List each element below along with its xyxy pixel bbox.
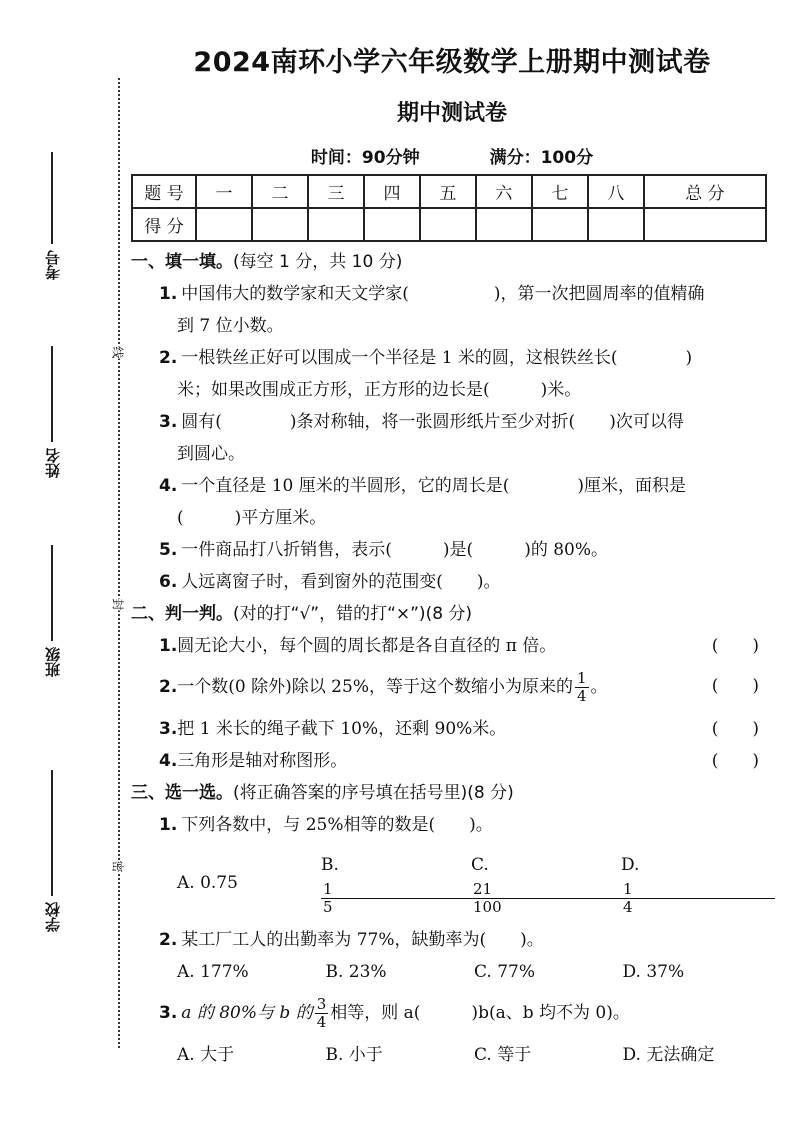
question-number: 3. (159, 1003, 178, 1023)
full-score: 满分：100分 (489, 148, 594, 168)
score-blank[interactable] (364, 208, 420, 241)
question-number: 6. (159, 572, 178, 592)
section-title: 三、选一选。 (131, 783, 233, 803)
score-cell: 总 分 (644, 175, 766, 208)
mark-close: 密 (108, 860, 129, 872)
score-cell: 五 (420, 175, 476, 208)
fraction-denominator: 4 (623, 898, 633, 916)
score-blank[interactable] (308, 208, 364, 241)
option-d[interactable] (621, 849, 771, 916)
question (131, 809, 771, 841)
option-letter: B. (321, 855, 339, 875)
score-blank[interactable] (252, 208, 308, 241)
question-text: 一个直径是 10 厘米的半圆形，它的周长是( )厘米，面积是 (181, 476, 686, 496)
question-text-end: 相等，则 a( )b(a、b 均不为 0)。 (330, 1003, 630, 1023)
score-cell: 二 (252, 175, 308, 208)
exam-no-line (51, 152, 53, 244)
mark-line: 线 (108, 346, 129, 358)
question (131, 406, 771, 438)
score-row-label: 得 分 (132, 208, 196, 241)
fraction (623, 881, 773, 916)
judge-question (131, 670, 771, 705)
question-text-end: 。 (590, 677, 608, 697)
question-text: 把 1 米长的绳子截下 10%，还剩 90%米。 (177, 719, 507, 739)
question-continuation: 到 7 位小数。 (177, 316, 284, 336)
score-table-score-row (132, 208, 766, 241)
option-b[interactable]: B. 小于 (325, 1045, 383, 1065)
exam-no-field (22, 152, 82, 280)
class-line (51, 545, 53, 641)
fraction-denominator: 100 (473, 898, 502, 916)
question (131, 342, 771, 374)
score-blank[interactable] (532, 208, 588, 241)
question-number: 3. (159, 719, 178, 739)
score-cell: 题 号 (132, 175, 196, 208)
fraction-numerator: 3 (316, 995, 327, 1013)
question-text: 人远离窗子时，看到窗外的范围变( )。 (181, 572, 501, 592)
score-blank[interactable] (476, 208, 532, 241)
section-3-heading (131, 777, 771, 809)
question-number: 1. (159, 815, 178, 835)
binding-dotted-line (118, 78, 120, 1048)
name-label: 姓名 (43, 448, 62, 478)
option-c[interactable]: C. 等于 (474, 1045, 532, 1065)
question-text: 某工厂工人的出勤率为 77%，缺勤率为( )。 (181, 930, 544, 950)
fraction-numerator: 1 (576, 669, 587, 687)
question-number: 4. (159, 751, 178, 771)
question-text: 三角形是轴对称图形。 (177, 751, 348, 771)
question-continuation: 米；如果改围成正方形，正方形的边长是( )米。 (177, 380, 582, 400)
question-continuation: 到圆心。 (177, 444, 245, 464)
score-cell: 三 (308, 175, 364, 208)
option-d[interactable]: D. 37% (622, 962, 685, 982)
option-c[interactable] (471, 849, 621, 916)
option-b[interactable] (321, 849, 471, 916)
time-limit: 时间：90分钟 (310, 148, 420, 168)
school-label: 学校 (43, 902, 62, 932)
fraction-numerator: 1 (621, 881, 775, 899)
question-text: 圆无论大小，每个圆的周长都是各自直径的 π 倍。 (177, 636, 557, 656)
question-text: 一个数(0 除外)除以 25%，等于这个数缩小为原来的 (177, 677, 573, 697)
options-row (131, 849, 771, 916)
score-cell: 六 (476, 175, 532, 208)
question-number: 2. (159, 677, 178, 697)
page-subtitle: 期中测试卷 (396, 101, 507, 126)
judge-question (131, 745, 771, 777)
answer-parens[interactable]: ( ) (711, 751, 759, 771)
exam-no-label: 考号 (43, 250, 62, 280)
exam-content (131, 246, 771, 1071)
fraction (575, 670, 589, 705)
option-a[interactable]: A. 大于 (177, 1045, 235, 1065)
options-row (131, 1039, 771, 1071)
page-title: 2024南环小学六年级数学上册期中测试卷 (193, 47, 711, 78)
option-c[interactable]: C. 77% (474, 962, 535, 982)
question-text: 一件商品打八折销售，表示( )是( )的 80%。 (181, 540, 609, 560)
section-note: (将正确答案的序号填在括号里)(8 分) (233, 783, 514, 803)
name-field (22, 346, 82, 478)
class-label: 班级 (43, 647, 62, 677)
fraction-denominator: 4 (316, 1013, 327, 1031)
question-text: 一根铁丝正好可以围成一个半径是 1 米的圆，这根铁丝长( ) (181, 348, 693, 368)
question-text: a 的 80%与 b 的 (181, 1003, 313, 1023)
score-cell: 一 (196, 175, 252, 208)
fraction-denominator: 5 (323, 898, 333, 916)
score-table-header-row (132, 175, 766, 208)
question (131, 278, 771, 310)
option-a[interactable]: A. 177% (177, 962, 249, 982)
section-2-heading (131, 598, 771, 630)
section-title: 二、判一判。 (131, 604, 233, 624)
score-table (131, 174, 767, 242)
question-continuation: ( )平方厘米。 (177, 508, 327, 528)
score-cell: 四 (364, 175, 420, 208)
question (131, 566, 771, 598)
answer-parens[interactable]: ( ) (711, 719, 759, 739)
fraction (323, 881, 473, 916)
question (131, 534, 771, 566)
question (131, 924, 771, 956)
answer-parens[interactable]: ( ) (711, 676, 759, 696)
exam-meta (140, 143, 764, 168)
judge-question (131, 713, 771, 745)
options-row (131, 956, 771, 988)
section-title: 一、填一填。 (131, 252, 233, 272)
mark-seal: 封 (108, 598, 129, 610)
school-field (22, 770, 82, 932)
section-note: (对的打“√”，错的打“×”)(8 分) (233, 604, 473, 624)
question-number: 2. (159, 930, 178, 950)
question-number: 2. (159, 348, 178, 368)
section-1-heading (131, 246, 771, 278)
question-number: 5. (159, 540, 178, 560)
question-text: 中国伟大的数学家和天文学家( )，第一次把圆周率的值精确 (181, 284, 705, 304)
question (131, 470, 771, 502)
fraction-numerator: 1 (321, 881, 475, 899)
score-blank[interactable] (196, 208, 252, 241)
fraction-numerator: 21 (471, 881, 625, 899)
score-cell: 八 (588, 175, 644, 208)
judge-question (131, 630, 771, 662)
option-a[interactable]: A. 0.75 (177, 872, 238, 893)
score-blank[interactable] (644, 208, 766, 241)
school-line (51, 770, 53, 896)
option-letter: D. (621, 855, 640, 875)
question-text: 下列各数中，与 25%相等的数是( )。 (181, 815, 493, 835)
score-blank[interactable] (420, 208, 476, 241)
score-blank[interactable] (588, 208, 644, 241)
question-text: 圆有( )条对称轴，将一张圆形纸片至少对折( )次可以得 (181, 412, 684, 432)
question-number: 1. (159, 284, 178, 304)
name-line (51, 346, 53, 442)
question-number: 4. (159, 476, 178, 496)
fraction (473, 881, 623, 916)
answer-parens[interactable]: ( ) (711, 636, 759, 656)
score-cell: 七 (532, 175, 588, 208)
option-b[interactable]: B. 23% (325, 962, 387, 982)
question (131, 996, 771, 1031)
option-d[interactable]: D. 无法确定 (622, 1045, 715, 1065)
section-note: (每空 1 分，共 10 分) (233, 252, 403, 272)
question-number: 1. (159, 636, 178, 656)
fraction (315, 996, 329, 1031)
option-letter: C. (471, 855, 489, 875)
fraction-denominator: 4 (576, 687, 587, 705)
class-field (22, 545, 82, 677)
question-number: 3. (159, 412, 178, 432)
